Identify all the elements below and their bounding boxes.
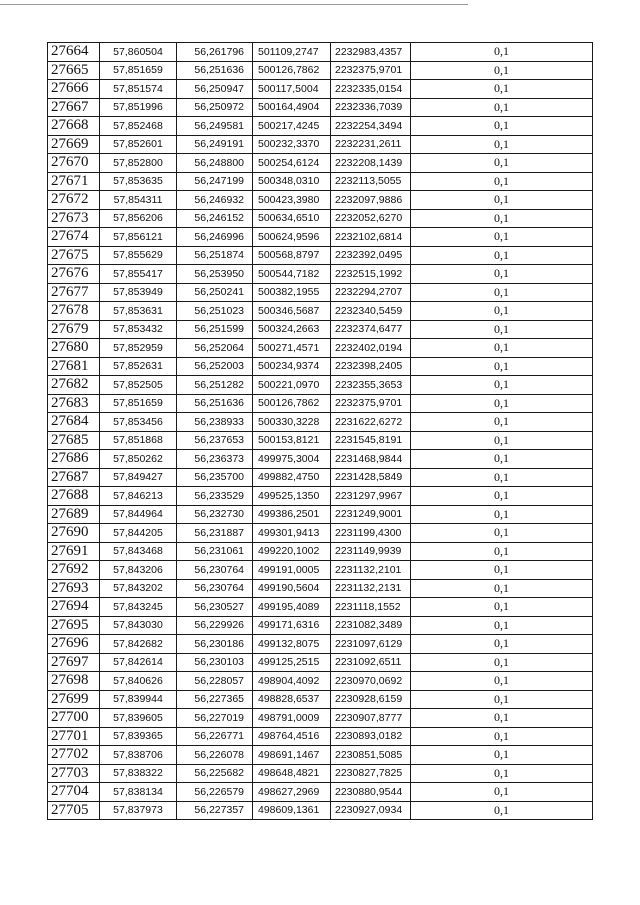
latitude-cell: 57,838134 — [100, 783, 177, 802]
accuracy-cell: 0,1 — [411, 61, 593, 80]
latitude-cell: 57,860504 — [100, 43, 177, 62]
point-number-cell: 27686 — [48, 450, 100, 469]
point-number-cell: 27672 — [48, 191, 100, 210]
latitude-cell: 57,837973 — [100, 801, 177, 820]
y-coordinate-cell: 2232392,0495 — [331, 246, 411, 265]
y-coordinate-cell: 2230907,8777 — [331, 709, 411, 728]
coordinates-table-container — [47, 42, 593, 820]
y-coordinate-cell: 2232375,9701 — [331, 61, 411, 80]
longitude-cell: 56,226579 — [177, 783, 253, 802]
latitude-cell: 57,852959 — [100, 339, 177, 358]
table-row — [48, 579, 593, 598]
latitude-cell: 57,838706 — [100, 746, 177, 765]
latitude-cell: 57,851868 — [100, 431, 177, 450]
x-coordinate-cell: 498691,1467 — [253, 746, 331, 765]
point-number-cell: 27674 — [48, 228, 100, 247]
accuracy-cell: 0,1 — [411, 283, 593, 302]
point-number-cell: 27687 — [48, 468, 100, 487]
y-coordinate-cell: 2232097,9886 — [331, 191, 411, 210]
accuracy-cell: 0,1 — [411, 246, 593, 265]
y-coordinate-cell: 2231092,6511 — [331, 653, 411, 672]
y-coordinate-cell: 2232375,9701 — [331, 394, 411, 413]
longitude-cell: 56,253950 — [177, 265, 253, 284]
table-row — [48, 690, 593, 709]
latitude-cell: 57,838322 — [100, 764, 177, 783]
latitude-cell: 57,844205 — [100, 524, 177, 543]
table-row — [48, 783, 593, 802]
accuracy-cell: 0,1 — [411, 598, 593, 617]
x-coordinate-cell: 498904,4092 — [253, 672, 331, 691]
longitude-cell: 56,235700 — [177, 468, 253, 487]
y-coordinate-cell: 2232398,2405 — [331, 357, 411, 376]
longitude-cell: 56,230764 — [177, 579, 253, 598]
point-number-cell: 27704 — [48, 783, 100, 802]
point-number-cell: 27693 — [48, 579, 100, 598]
accuracy-cell: 0,1 — [411, 357, 593, 376]
longitude-cell: 56,227365 — [177, 690, 253, 709]
point-number-cell: 27667 — [48, 98, 100, 117]
accuracy-cell: 0,1 — [411, 80, 593, 99]
table-row — [48, 561, 593, 580]
latitude-cell: 57,842682 — [100, 635, 177, 654]
accuracy-cell: 0,1 — [411, 320, 593, 339]
longitude-cell: 56,227019 — [177, 709, 253, 728]
point-number-cell: 27669 — [48, 135, 100, 154]
latitude-cell: 57,856121 — [100, 228, 177, 247]
x-coordinate-cell: 498609,1361 — [253, 801, 331, 820]
accuracy-cell: 0,1 — [411, 727, 593, 746]
x-coordinate-cell: 499220,1002 — [253, 542, 331, 561]
accuracy-cell: 0,1 — [411, 746, 593, 765]
table-row — [48, 672, 593, 691]
latitude-cell: 57,843030 — [100, 616, 177, 635]
y-coordinate-cell: 2231132,2131 — [331, 579, 411, 598]
table-row — [48, 320, 593, 339]
table-row — [48, 764, 593, 783]
latitude-cell: 57,849427 — [100, 468, 177, 487]
latitude-cell: 57,852505 — [100, 376, 177, 395]
longitude-cell: 56,225682 — [177, 764, 253, 783]
x-coordinate-cell: 500126,7862 — [253, 394, 331, 413]
point-number-cell: 27703 — [48, 764, 100, 783]
x-coordinate-cell: 500271,4571 — [253, 339, 331, 358]
accuracy-cell: 0,1 — [411, 228, 593, 247]
accuracy-cell: 0,1 — [411, 339, 593, 358]
accuracy-cell: 0,1 — [411, 302, 593, 321]
y-coordinate-cell: 2230827,7825 — [331, 764, 411, 783]
y-coordinate-cell: 2230927,0934 — [331, 801, 411, 820]
accuracy-cell: 0,1 — [411, 635, 593, 654]
y-coordinate-cell: 2231199,4300 — [331, 524, 411, 543]
latitude-cell: 57,856206 — [100, 209, 177, 228]
point-number-cell: 27702 — [48, 746, 100, 765]
accuracy-cell: 0,1 — [411, 505, 593, 524]
x-coordinate-cell: 500221,0970 — [253, 376, 331, 395]
point-number-cell: 27684 — [48, 413, 100, 432]
longitude-cell: 56,231061 — [177, 542, 253, 561]
x-coordinate-cell: 500234,9374 — [253, 357, 331, 376]
y-coordinate-cell: 2232052,6270 — [331, 209, 411, 228]
table-row — [48, 394, 593, 413]
accuracy-cell: 0,1 — [411, 135, 593, 154]
latitude-cell: 57,840626 — [100, 672, 177, 691]
point-number-cell: 27699 — [48, 690, 100, 709]
longitude-cell: 56,252003 — [177, 357, 253, 376]
accuracy-cell: 0,1 — [411, 579, 593, 598]
latitude-cell: 57,852631 — [100, 357, 177, 376]
point-number-cell: 27698 — [48, 672, 100, 691]
table-row — [48, 487, 593, 506]
table-row — [48, 542, 593, 561]
accuracy-cell: 0,1 — [411, 394, 593, 413]
table-row — [48, 450, 593, 469]
y-coordinate-cell: 2231249,9001 — [331, 505, 411, 524]
longitude-cell: 56,247199 — [177, 172, 253, 191]
y-coordinate-cell: 2230928,6159 — [331, 690, 411, 709]
point-number-cell: 27705 — [48, 801, 100, 820]
x-coordinate-cell: 500568,8797 — [253, 246, 331, 265]
table-row — [48, 265, 593, 284]
y-coordinate-cell: 2230880,9544 — [331, 783, 411, 802]
latitude-cell: 57,855629 — [100, 246, 177, 265]
latitude-cell: 57,850262 — [100, 450, 177, 469]
longitude-cell: 56,246932 — [177, 191, 253, 210]
accuracy-cell: 0,1 — [411, 542, 593, 561]
y-coordinate-cell: 2232983,4357 — [331, 43, 411, 62]
x-coordinate-cell: 499190,5604 — [253, 579, 331, 598]
point-number-cell: 27673 — [48, 209, 100, 228]
point-number-cell: 27666 — [48, 80, 100, 99]
latitude-cell: 57,851659 — [100, 61, 177, 80]
y-coordinate-cell: 2232340,5459 — [331, 302, 411, 321]
longitude-cell: 56,238933 — [177, 413, 253, 432]
point-number-cell: 27691 — [48, 542, 100, 561]
latitude-cell: 57,853631 — [100, 302, 177, 321]
x-coordinate-cell: 500254,6124 — [253, 154, 331, 173]
y-coordinate-cell: 2232208,1439 — [331, 154, 411, 173]
x-coordinate-cell: 500544,7182 — [253, 265, 331, 284]
table-row — [48, 505, 593, 524]
accuracy-cell: 0,1 — [411, 764, 593, 783]
point-number-cell: 27675 — [48, 246, 100, 265]
accuracy-cell: 0,1 — [411, 783, 593, 802]
point-number-cell: 27690 — [48, 524, 100, 543]
table-row — [48, 61, 593, 80]
table-row — [48, 468, 593, 487]
accuracy-cell: 0,1 — [411, 801, 593, 820]
accuracy-cell: 0,1 — [411, 672, 593, 691]
x-coordinate-cell: 500232,3370 — [253, 135, 331, 154]
x-coordinate-cell: 498648,4821 — [253, 764, 331, 783]
longitude-cell: 56,250947 — [177, 80, 253, 99]
table-row — [48, 246, 593, 265]
y-coordinate-cell: 2231545,8191 — [331, 431, 411, 450]
point-number-cell: 27677 — [48, 283, 100, 302]
longitude-cell: 56,230527 — [177, 598, 253, 617]
longitude-cell: 56,250241 — [177, 283, 253, 302]
table-row — [48, 376, 593, 395]
x-coordinate-cell: 498791,0009 — [253, 709, 331, 728]
latitude-cell: 57,853635 — [100, 172, 177, 191]
x-coordinate-cell: 499975,3004 — [253, 450, 331, 469]
x-coordinate-cell: 499195,4089 — [253, 598, 331, 617]
accuracy-cell: 0,1 — [411, 376, 593, 395]
table-row — [48, 746, 593, 765]
table-row — [48, 801, 593, 820]
y-coordinate-cell: 2232113,5055 — [331, 172, 411, 191]
longitude-cell: 56,236373 — [177, 450, 253, 469]
x-coordinate-cell: 499882,4750 — [253, 468, 331, 487]
accuracy-cell: 0,1 — [411, 524, 593, 543]
scan-edge-line — [0, 4, 468, 5]
longitude-cell: 56,230103 — [177, 653, 253, 672]
longitude-cell: 56,249581 — [177, 117, 253, 136]
point-number-cell: 27682 — [48, 376, 100, 395]
point-number-cell: 27681 — [48, 357, 100, 376]
table-row — [48, 431, 593, 450]
point-number-cell: 27696 — [48, 635, 100, 654]
latitude-cell: 57,851574 — [100, 80, 177, 99]
accuracy-cell: 0,1 — [411, 487, 593, 506]
table-row — [48, 283, 593, 302]
latitude-cell: 57,843468 — [100, 542, 177, 561]
accuracy-cell: 0,1 — [411, 450, 593, 469]
table-row — [48, 635, 593, 654]
coordinates-table-body — [48, 43, 593, 820]
accuracy-cell: 0,1 — [411, 154, 593, 173]
longitude-cell: 56,252064 — [177, 339, 253, 358]
y-coordinate-cell: 2230970,0692 — [331, 672, 411, 691]
x-coordinate-cell: 501109,2747 — [253, 43, 331, 62]
point-number-cell: 27671 — [48, 172, 100, 191]
point-number-cell: 27688 — [48, 487, 100, 506]
point-number-cell: 27700 — [48, 709, 100, 728]
table-row — [48, 302, 593, 321]
y-coordinate-cell: 2231118,1552 — [331, 598, 411, 617]
x-coordinate-cell: 500164,4904 — [253, 98, 331, 117]
table-row — [48, 135, 593, 154]
latitude-cell: 57,853456 — [100, 413, 177, 432]
y-coordinate-cell: 2231082,3489 — [331, 616, 411, 635]
latitude-cell: 57,854311 — [100, 191, 177, 210]
table-row — [48, 80, 593, 99]
longitude-cell: 56,230764 — [177, 561, 253, 580]
accuracy-cell: 0,1 — [411, 265, 593, 284]
x-coordinate-cell: 498627,2969 — [253, 783, 331, 802]
point-number-cell: 27695 — [48, 616, 100, 635]
y-coordinate-cell: 2231428,5849 — [331, 468, 411, 487]
longitude-cell: 56,233529 — [177, 487, 253, 506]
latitude-cell: 57,839605 — [100, 709, 177, 728]
longitude-cell: 56,228057 — [177, 672, 253, 691]
y-coordinate-cell: 2231132,2101 — [331, 561, 411, 580]
y-coordinate-cell: 2232231,2611 — [331, 135, 411, 154]
longitude-cell: 56,229926 — [177, 616, 253, 635]
longitude-cell: 56,226771 — [177, 727, 253, 746]
y-coordinate-cell: 2232336,7039 — [331, 98, 411, 117]
y-coordinate-cell: 2232355,3653 — [331, 376, 411, 395]
point-number-cell: 27676 — [48, 265, 100, 284]
latitude-cell: 57,846213 — [100, 487, 177, 506]
latitude-cell: 57,843206 — [100, 561, 177, 580]
latitude-cell: 57,852601 — [100, 135, 177, 154]
table-row — [48, 727, 593, 746]
table-row — [48, 339, 593, 358]
point-number-cell: 27685 — [48, 431, 100, 450]
table-row — [48, 598, 593, 617]
accuracy-cell: 0,1 — [411, 172, 593, 191]
x-coordinate-cell: 500382,1955 — [253, 283, 331, 302]
accuracy-cell: 0,1 — [411, 413, 593, 432]
point-number-cell: 27680 — [48, 339, 100, 358]
latitude-cell: 57,853432 — [100, 320, 177, 339]
longitude-cell: 56,232730 — [177, 505, 253, 524]
latitude-cell: 57,851996 — [100, 98, 177, 117]
y-coordinate-cell: 2232254,3494 — [331, 117, 411, 136]
latitude-cell: 57,843202 — [100, 579, 177, 598]
y-coordinate-cell: 2232374,6477 — [331, 320, 411, 339]
latitude-cell: 57,839944 — [100, 690, 177, 709]
table-row — [48, 653, 593, 672]
table-row — [48, 209, 593, 228]
point-number-cell: 27665 — [48, 61, 100, 80]
y-coordinate-cell: 2231149,9939 — [331, 542, 411, 561]
accuracy-cell: 0,1 — [411, 98, 593, 117]
latitude-cell: 57,844964 — [100, 505, 177, 524]
latitude-cell: 57,852800 — [100, 154, 177, 173]
table-row — [48, 191, 593, 210]
table-row — [48, 43, 593, 62]
x-coordinate-cell: 499125,2515 — [253, 653, 331, 672]
accuracy-cell: 0,1 — [411, 561, 593, 580]
y-coordinate-cell: 2232515,1992 — [331, 265, 411, 284]
y-coordinate-cell: 2231097,6129 — [331, 635, 411, 654]
longitude-cell: 56,227357 — [177, 801, 253, 820]
longitude-cell: 56,251636 — [177, 394, 253, 413]
longitude-cell: 56,251874 — [177, 246, 253, 265]
y-coordinate-cell: 2232294,2707 — [331, 283, 411, 302]
x-coordinate-cell: 500324,2663 — [253, 320, 331, 339]
accuracy-cell: 0,1 — [411, 209, 593, 228]
table-row — [48, 172, 593, 191]
y-coordinate-cell: 2232102,6814 — [331, 228, 411, 247]
accuracy-cell: 0,1 — [411, 191, 593, 210]
longitude-cell: 56,249191 — [177, 135, 253, 154]
latitude-cell: 57,852468 — [100, 117, 177, 136]
latitude-cell: 57,842614 — [100, 653, 177, 672]
longitude-cell: 56,246996 — [177, 228, 253, 247]
x-coordinate-cell: 499191,0005 — [253, 561, 331, 580]
table-row — [48, 709, 593, 728]
longitude-cell: 56,237653 — [177, 431, 253, 450]
y-coordinate-cell: 2231468,9844 — [331, 450, 411, 469]
x-coordinate-cell: 499386,2501 — [253, 505, 331, 524]
point-number-cell: 27679 — [48, 320, 100, 339]
x-coordinate-cell: 499301,9413 — [253, 524, 331, 543]
longitude-cell: 56,230186 — [177, 635, 253, 654]
latitude-cell: 57,853949 — [100, 283, 177, 302]
y-coordinate-cell: 2230893,0182 — [331, 727, 411, 746]
point-number-cell: 27701 — [48, 727, 100, 746]
accuracy-cell: 0,1 — [411, 709, 593, 728]
x-coordinate-cell: 500126,7862 — [253, 61, 331, 80]
point-number-cell: 27683 — [48, 394, 100, 413]
x-coordinate-cell: 500348,0310 — [253, 172, 331, 191]
table-row — [48, 228, 593, 247]
y-coordinate-cell: 2232335,0154 — [331, 80, 411, 99]
latitude-cell: 57,855417 — [100, 265, 177, 284]
longitude-cell: 56,226078 — [177, 746, 253, 765]
x-coordinate-cell: 500117,5004 — [253, 80, 331, 99]
table-row — [48, 413, 593, 432]
x-coordinate-cell: 500153,8121 — [253, 431, 331, 450]
point-number-cell: 27692 — [48, 561, 100, 580]
longitude-cell: 56,251599 — [177, 320, 253, 339]
table-row — [48, 98, 593, 117]
longitude-cell: 56,248800 — [177, 154, 253, 173]
point-number-cell: 27670 — [48, 154, 100, 173]
table-row — [48, 357, 593, 376]
point-number-cell: 27694 — [48, 598, 100, 617]
x-coordinate-cell: 498828,6537 — [253, 690, 331, 709]
x-coordinate-cell: 500624,9596 — [253, 228, 331, 247]
accuracy-cell: 0,1 — [411, 43, 593, 62]
accuracy-cell: 0,1 — [411, 653, 593, 672]
table-row — [48, 616, 593, 635]
table-row — [48, 524, 593, 543]
accuracy-cell: 0,1 — [411, 690, 593, 709]
accuracy-cell: 0,1 — [411, 431, 593, 450]
coordinates-table — [47, 42, 593, 820]
table-row — [48, 117, 593, 136]
longitude-cell: 56,251282 — [177, 376, 253, 395]
x-coordinate-cell: 498764,4516 — [253, 727, 331, 746]
accuracy-cell: 0,1 — [411, 468, 593, 487]
latitude-cell: 57,843245 — [100, 598, 177, 617]
longitude-cell: 56,250972 — [177, 98, 253, 117]
x-coordinate-cell: 499171,6316 — [253, 616, 331, 635]
y-coordinate-cell: 2231622,6272 — [331, 413, 411, 432]
latitude-cell: 57,851659 — [100, 394, 177, 413]
longitude-cell: 56,251023 — [177, 302, 253, 321]
x-coordinate-cell: 499525,1350 — [253, 487, 331, 506]
point-number-cell: 27664 — [48, 43, 100, 62]
latitude-cell: 57,839365 — [100, 727, 177, 746]
x-coordinate-cell: 500330,3228 — [253, 413, 331, 432]
point-number-cell: 27689 — [48, 505, 100, 524]
longitude-cell: 56,261796 — [177, 43, 253, 62]
point-number-cell: 27668 — [48, 117, 100, 136]
y-coordinate-cell: 2231297,9967 — [331, 487, 411, 506]
x-coordinate-cell: 500634,6510 — [253, 209, 331, 228]
x-coordinate-cell: 499132,8075 — [253, 635, 331, 654]
point-number-cell: 27678 — [48, 302, 100, 321]
x-coordinate-cell: 500217,4245 — [253, 117, 331, 136]
accuracy-cell: 0,1 — [411, 117, 593, 136]
longitude-cell: 56,246152 — [177, 209, 253, 228]
y-coordinate-cell: 2232402,0194 — [331, 339, 411, 358]
x-coordinate-cell: 500423,3980 — [253, 191, 331, 210]
longitude-cell: 56,251636 — [177, 61, 253, 80]
point-number-cell: 27697 — [48, 653, 100, 672]
x-coordinate-cell: 500346,5687 — [253, 302, 331, 321]
y-coordinate-cell: 2230851,5085 — [331, 746, 411, 765]
table-row — [48, 154, 593, 173]
accuracy-cell: 0,1 — [411, 616, 593, 635]
longitude-cell: 56,231887 — [177, 524, 253, 543]
